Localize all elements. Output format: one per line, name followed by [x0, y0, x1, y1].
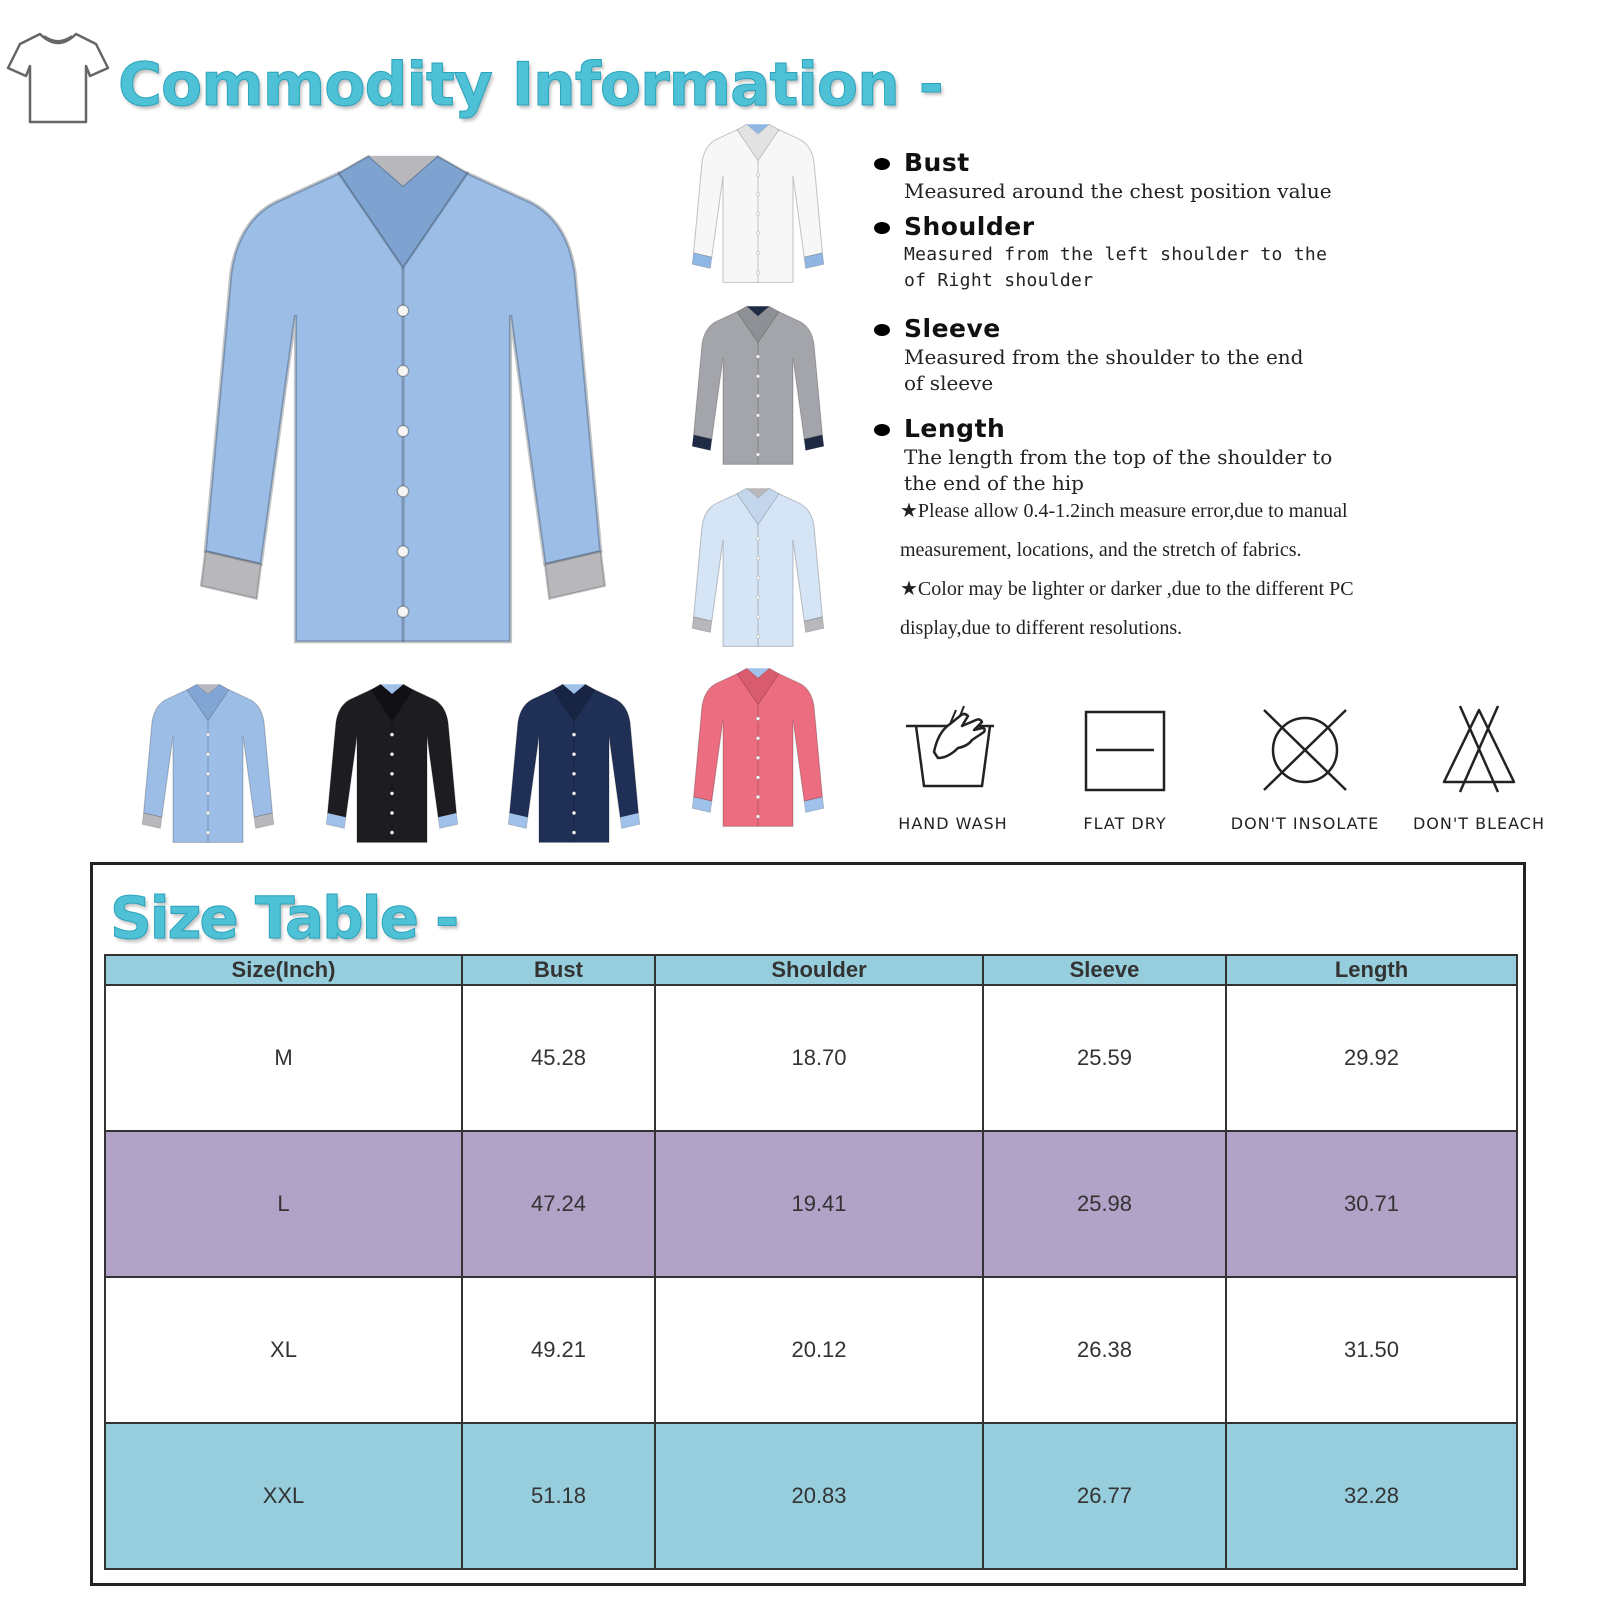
shirt-thumbnail-white[interactable]: [688, 120, 828, 288]
note-color-difference: ★Color may be lighter or darker ,due to the different PC display,due to different resolutions.: [900, 578, 1354, 639]
measure-title: Length: [904, 414, 1006, 443]
care-hand-wash: [868, 702, 1038, 833]
cell-length: 31.50: [1226, 1277, 1517, 1423]
cell-sleeve: 26.77: [983, 1423, 1226, 1569]
table-row: [105, 985, 1517, 1131]
shirt-thumbnail-pink[interactable]: [688, 664, 828, 832]
size-table-title: Size Table -: [110, 884, 458, 952]
page-title: Commodity Information -: [118, 50, 943, 120]
size-table: [104, 954, 1518, 1570]
header-length: Length: [1226, 955, 1517, 985]
cell-size: XXL: [105, 1423, 462, 1569]
measure-bust: [888, 148, 1528, 204]
cell-length: 30.71: [1226, 1131, 1517, 1277]
measure-length: [888, 414, 1528, 496]
cell-length: 29.92: [1226, 985, 1517, 1131]
bullet-dot: [874, 158, 890, 170]
shirt-illustration: [688, 664, 828, 832]
shirt-illustration: [688, 302, 828, 470]
cell-bust: 45.28: [462, 985, 655, 1131]
cell-size: L: [105, 1131, 462, 1277]
measure-shoulder: [888, 212, 1528, 294]
header-bust: Bust: [462, 955, 655, 985]
measure-title: Bust: [904, 148, 970, 177]
shirt-illustration: [504, 680, 644, 848]
table-row: [105, 1277, 1517, 1423]
care-label: FLAT DRY: [1083, 814, 1167, 833]
header-sleeve: Sleeve: [983, 955, 1226, 985]
measure-title: Shoulder: [904, 212, 1035, 241]
flat-dry-icon: [1070, 702, 1180, 794]
cell-size: XL: [105, 1277, 462, 1423]
cell-shoulder: 18.70: [655, 985, 983, 1131]
cell-size: M: [105, 985, 462, 1131]
cell-sleeve: 25.98: [983, 1131, 1226, 1277]
shirt-thumbnail-gray[interactable]: [688, 302, 828, 470]
hand-wash-icon: [898, 702, 1008, 794]
shirt-thumbnail-blue[interactable]: [138, 680, 278, 848]
care-label: HAND WASH: [898, 814, 1008, 833]
hero-shirt-image: [188, 132, 618, 670]
cell-sleeve: 25.59: [983, 985, 1226, 1131]
measure-title: Sleeve: [904, 314, 1001, 343]
shirt-illustration: [188, 132, 618, 670]
care-label: DON'T INSOLATE: [1230, 814, 1380, 833]
cell-bust: 51.18: [462, 1423, 655, 1569]
cell-shoulder: 20.83: [655, 1423, 983, 1569]
measure-description: Measured from the shoulder to the end of sleeve: [904, 345, 1304, 395]
table-row: [105, 1131, 1517, 1277]
cell-shoulder: 19.41: [655, 1131, 983, 1277]
shirt-illustration: [138, 680, 278, 848]
cell-length: 32.28: [1226, 1423, 1517, 1569]
measure-description: Measured from the left shoulder to the of Right shoulder: [904, 244, 1328, 291]
note-measure-error: ★Please allow 0.4-1.2inch measure error,due to manual measurement, locations, and the stretch of fabrics.: [900, 500, 1348, 561]
table-row: [105, 1423, 1517, 1569]
shirt-illustration: [688, 120, 828, 288]
tshirt-outline-icon: [6, 28, 110, 128]
dont-insolate-icon: [1250, 702, 1360, 794]
table-header-row: [105, 955, 1517, 985]
shirt-illustration: [688, 484, 828, 652]
measure-sleeve: [888, 314, 1528, 396]
header-size: Size(Inch): [105, 955, 462, 985]
cell-sleeve: 26.38: [983, 1277, 1226, 1423]
measurement-notes: [900, 492, 1360, 648]
shirt-thumbnail-light-blue[interactable]: [688, 484, 828, 652]
cell-shoulder: 20.12: [655, 1277, 983, 1423]
cell-bust: 49.21: [462, 1277, 655, 1423]
dont-bleach-icon: [1424, 702, 1534, 794]
bullet-dot: [874, 222, 890, 234]
care-label: DON'T BLEACH: [1412, 814, 1545, 833]
bullet-dot: [874, 324, 890, 336]
shirt-thumbnail-navy[interactable]: [504, 680, 644, 848]
measure-description: The length from the top of the shoulder to the end of the hip: [904, 445, 1333, 495]
measure-description: Measured around the chest position value: [904, 179, 1332, 203]
care-flat-dry: [1040, 702, 1210, 833]
care-dont-bleach: [1394, 702, 1564, 833]
cell-bust: 47.24: [462, 1131, 655, 1277]
shirt-illustration: [322, 680, 462, 848]
shirt-thumbnail-black[interactable]: [322, 680, 462, 848]
care-dont-insolate: [1220, 702, 1390, 833]
header-shoulder: Shoulder: [655, 955, 983, 985]
bullet-dot: [874, 424, 890, 436]
